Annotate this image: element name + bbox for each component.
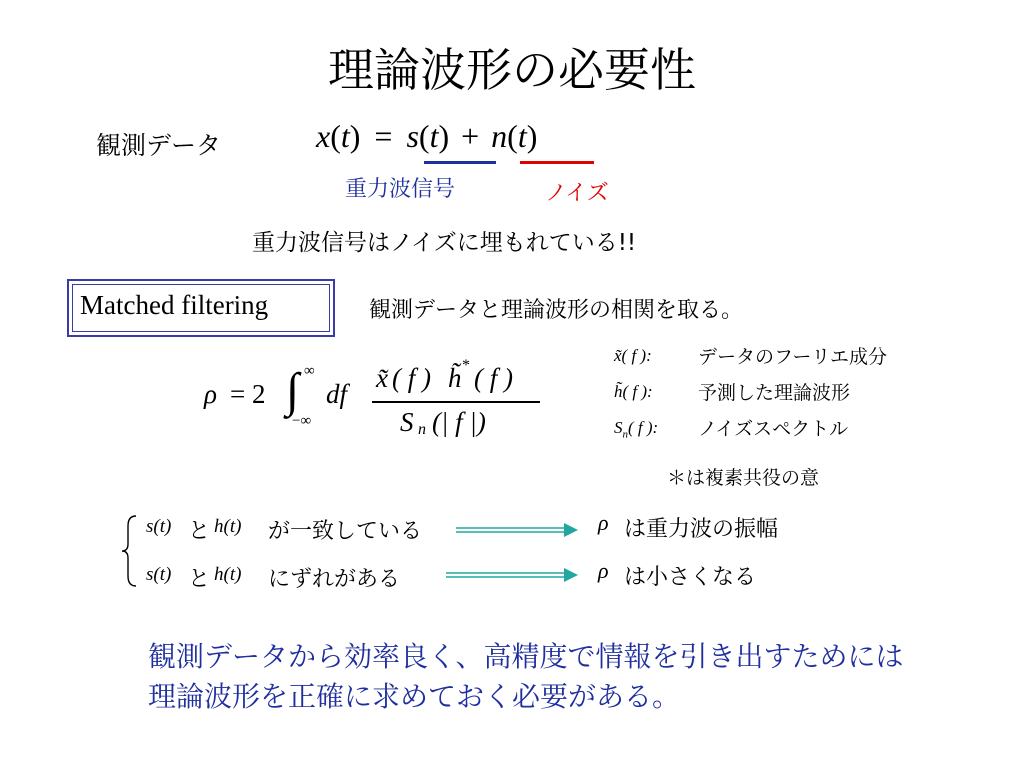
case1-condition: が一致している [268,519,423,544]
noise-underline [520,161,594,164]
case2-h: h(t) [214,564,242,585]
correlation-description: 観測データと理論波形の相関を取る。 [369,298,744,323]
case1-rho: ρ [598,510,609,535]
numerator-x: x̃ [376,363,388,393]
denominator-S: S [400,407,414,437]
conclusion-text: 観測データから効率良く、高精度で情報を引き出すためには理論波形を正確に求めておく必要がある。 [148,640,904,713]
numerator-h: h̃ [448,363,462,393]
formula-df: df [326,379,348,409]
def-x-symbol [614,346,652,366]
eq-rp1: ) [349,118,361,154]
slide-title: 理論波形の必要性 [328,43,696,97]
def-h-text: 予測した理論波形 [698,382,851,404]
case1-s: s(t) [146,516,172,537]
case2-rho: ρ [598,558,609,583]
formula-rho: ρ [204,379,217,409]
case2-s: s(t) [146,564,172,585]
case1-to: と [188,519,211,544]
formula-eq-two: = 2 [230,379,266,409]
eq-lp3: ( [507,118,518,154]
def-h-sym: h̃ [614,382,623,401]
matched-filtering-label: Matched filtering [80,290,269,320]
case2-arrow [446,567,580,583]
eq-s: s [406,118,419,154]
eq-lp2: ( [418,118,430,154]
integral-sign: ∫ [286,364,300,417]
eq-t2: t [429,118,439,154]
numerator-star: * [462,357,470,374]
conjugate-note: ＊は複素共役の意 [667,467,820,489]
def-x-text: データのフーリエ成分 [698,346,888,368]
observation-label: 観測データ [96,131,222,160]
eq-equals: = [374,118,393,154]
def-s-symbol [614,418,658,440]
eq-rp3: ) [526,118,538,154]
noise-label: ノイズ [545,181,609,206]
eq-plus: + [461,118,480,154]
case2-result: は小さくなる [624,565,757,590]
eq-rp2: ) [438,118,450,154]
case-brace [120,514,140,588]
numerator-f1: ( f ) [392,363,431,393]
denominator-arg: (| f |) [432,407,486,437]
case1-result: は重力波の振幅 [624,517,779,542]
def-x-arg: ( f ): [621,346,652,365]
case1-h: h(t) [214,516,242,537]
def-s-sub: n [622,428,628,441]
def-s-sym: S [614,418,623,437]
def-x-sym: x̃ [614,346,622,365]
signal-label: 重力波信号 [345,177,456,202]
observation-equation [316,118,537,155]
integral-upper: ∞ [304,363,315,379]
eq-lp1: ( [330,118,341,154]
numerator-f2: ( f ) [474,363,513,393]
eq-x: x [316,118,331,154]
case2-to: と [188,567,211,592]
case2-condition: にずれがある [268,567,401,592]
eq-t1: t [340,118,350,154]
eq-t3: t [517,118,527,154]
def-h-arg: ( f ): [622,382,653,401]
buried-text: 重力波信号はノイズに埋もれている!! [252,230,637,256]
def-s-arg: ( f ): [628,418,659,437]
snr-formula [204,357,549,447]
case1-arrow [456,522,580,538]
signal-underline [424,161,496,164]
fraction-line [372,401,540,403]
def-h-symbol [614,382,653,402]
denominator-sub-n: n [418,421,426,438]
integral-lower: −∞ [292,413,312,429]
def-s-text: ノイズスペクトル [698,418,849,440]
eq-n: n [491,118,508,154]
